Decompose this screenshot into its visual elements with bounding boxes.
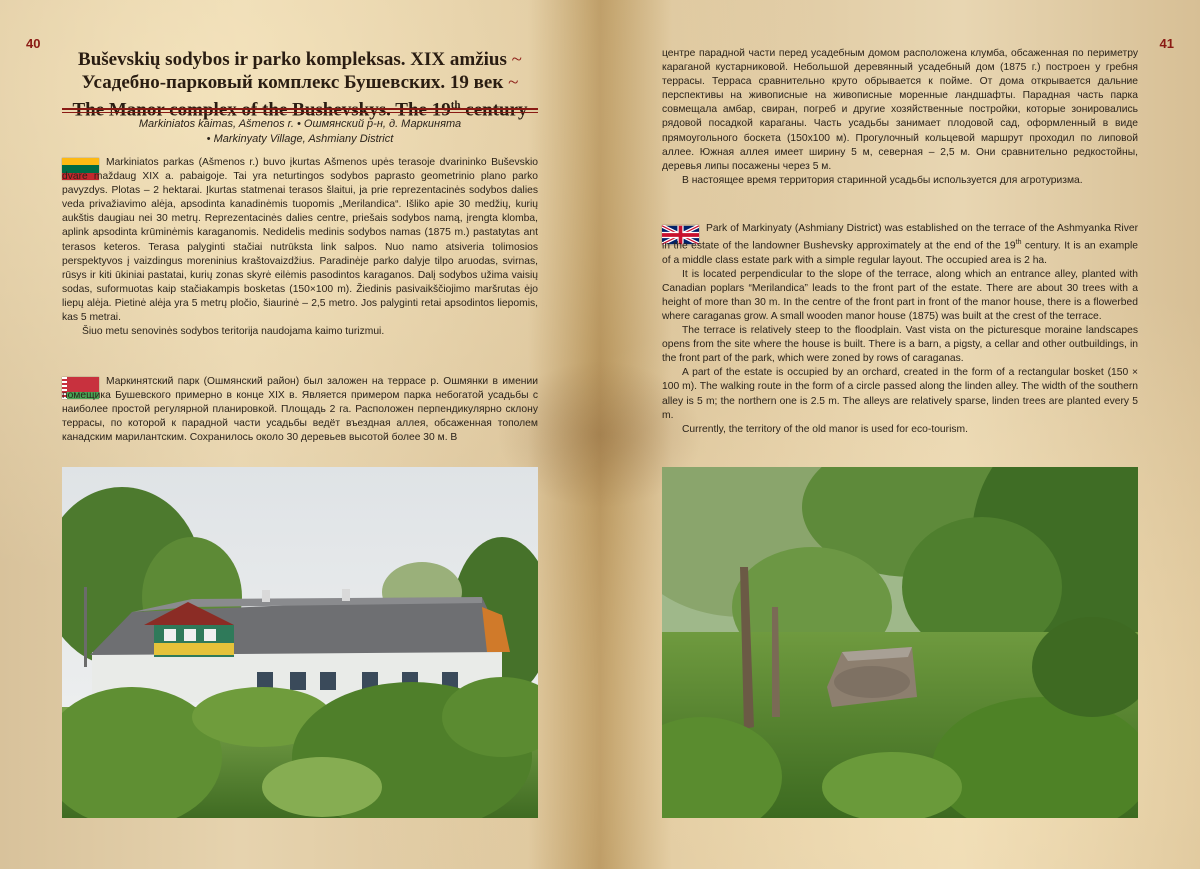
russian-text: Маркинятский парк (Ошмянский район) был заложен на террасе р. Ошмянки в имении помещика Бушевского примерно в конце XIX в. Является примером парка небогатой усадьбы с наиболее простой регулярной планировкой. Площадь 2 га. Расположен перпендикулярно склону террасы, по которой к парадной части усадьбы ведёт въездная аллея, обсаженная тополем канадским марилантским. Сохранилось около 30 деревьев высотой более 30 м. В <box>62 376 538 444</box>
title-ru: Усадебно-парковый комплекс Бушевских. 19 век ~ <box>81 72 519 93</box>
title-divider-thin <box>62 112 538 113</box>
page-title <box>62 48 538 121</box>
park-photo <box>662 467 1138 818</box>
location-subtitle: Markiniatos kaimas, Ašmenos r. • Ошмянский р-н, д. Маркинята • Markinyaty Village, Ashmiany District <box>138 118 462 145</box>
page-number-right: 41 <box>1159 36 1174 51</box>
title-divider <box>62 108 538 110</box>
russian-text-continued: центре парадной части перед усадебным домом расположена клумба, обсаженная по периметру караганой кустарниковой. Небольшой деревянный усадебный дом (1875 г.) построен у гребня террасы. Терраса сравнительно круто обрывается к пойме. От дома открывается дальние перспективы на живописные на живописные моренные ландшафты. Парадная часть парка совмещала амбар, свиран, погреб и другие хозяйственные постройки, которые зонировались рядовой посадкой караганы. Часть усадьбы занимает плодовой сад, оформленный в виде прямоугольного боскета (150х100 м). Прогулочный кольцевой маршрут проходил по липовой аллее. Южная аллея имеет ширину 5 м, северная – 2,5 м. Они сравнительно редкостойны, деревья липы посажены через 5 м. В настоящее время территория старинной усадьбы используется для агротуризма. <box>662 48 1138 186</box>
ornament-icon: ~ <box>508 72 519 93</box>
page-number-left: 40 <box>26 36 41 51</box>
lithuanian-text: Markiniatos parkas (Ašmenos r.) buvo įkurtas Ašmenos upės terasoje dvarininko Buševskio dvare maždaug XIX a. pabaigoje. Tai yra neturtingos sodybos paprasto geometrinio plano parko pavyzdys. Plotas – 2 hektarai. Įkurtas statmenai terasos šlaitui, ja prie reprezentacinės sodybos dalies veda privažiavimo alėja, apsodinta kanadinėmis tuopomis „Merilandica“. Išliko apie 30 medžių, kurių aukštis daugiau nei 30 metrų. Reprezentacinės dalies centre, priešais sodybos namą, įrengta klomba, aplink apsodinta krūminėmis karaganomis. Nedidelis medinis sodybos namas (1875 m.) pastatytas ant terasos keteros. Terasa palyginti stačiai nutrūksta link salpos. Nuo namo atsiveria tolimosios perspektyvos į vaizdingus moreninius kraštovaizdžius. Paradinėje parko dalyje tilpo aruodas, svirnas, rūsys ir kiti ūkiniai pastatai, kurių zonas skyrė eilėmis pasodintos karaganos. Dalį sodybos užima vaisių sodas, suformuotas kaip stačiakampis bosketas (150×100 m). Žiedinis pasivaikščiojimo maršrutas ėjo liepų alėja. Pietinė alėja yra 5 metrų pločio, šiaurinė – 2,5 metro. Jos palyginti retai apsodintos liepomis, kas 5 metrai. Šiuo metu senovinės sodybos teritorija naudojama kaimo turizmui. <box>62 157 538 338</box>
title-en: The Manor complex of the Bushevskys. The 19th century <box>72 99 528 121</box>
title-lt: Buševskių sodybos ir parko kompleksas. XIX amžius ~ <box>78 49 522 70</box>
english-text: Park of Markinyaty (Ashmiany District) was established on the terrace of the Ashmyanka River in the estate of the landowner Bushevsky approximately at the end of the 19th century. It is an example of a middle class estate park with a simple regular layout. The occupied area is 2 ha. It is located perpendicular to the slope of the terrace, along which an entrance alley, planted with Canadian poplars “Merilandica” leads to the front part of the estate. There are about 30 trees with a height of more than 30 m. In the centre of the front part in front of the manor house, there is a flowerbed where caraganas grow. A small wooden manor house (1875) was built at the crest of the terrace. The terrace is relatively steep to the floodplain. Vast vista on the picturesque moraine landscapes opens from the site where the house is built. There is a barn, a pigsty, a cellar and other outbuildings, in the front part of the park, which were zoned by rows of caraganas. A part of the estate is occupied by an orchard, created in the form of a rectangular bosket (150 × 100 m). The walking route in the form of a circle passed along the linden alley. The width of the southern alley is 5 m; the northern one is 2.5 m. The alleys are relatively sparse, linden trees are planted every 5 m. Currently, the territory of the old manor is used for eco-tourism. <box>662 223 1138 435</box>
ornament-icon: ~ <box>511 49 522 70</box>
manor-house-photo <box>62 467 538 818</box>
